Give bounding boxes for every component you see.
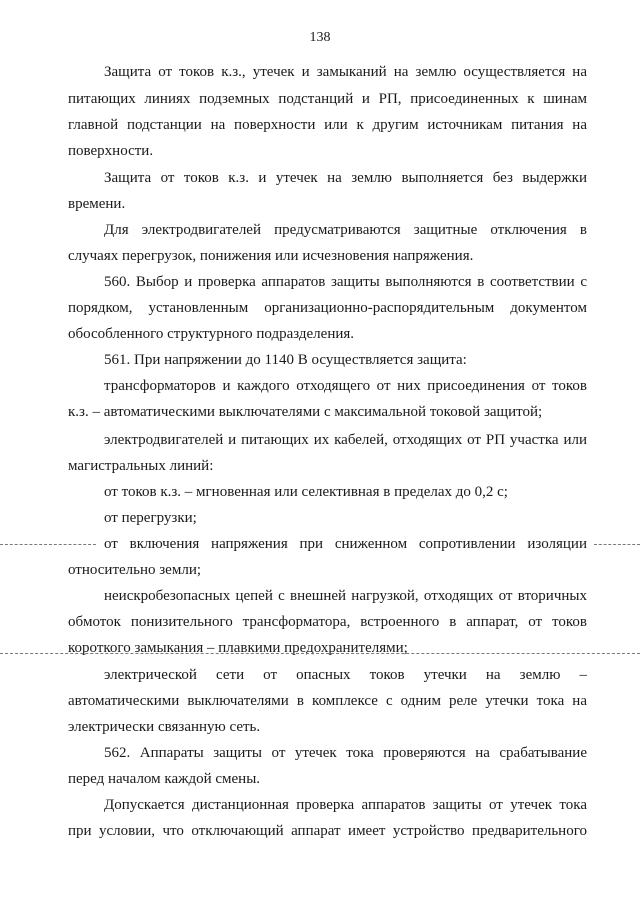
text-line: 561. При напряжении до 1140 В осуществляется защита:: [104, 352, 467, 368]
text-line: автоматическими выключателями в комплексе с одним реле утечки тока на: [68, 693, 587, 709]
scan-dash-line: [0, 544, 96, 545]
text-line: от токов к.з. – мгновенная или селективная в пределах до 0,2 с;: [104, 484, 508, 500]
page-number: 138: [309, 30, 331, 45]
text-line: к.з. – автоматическими выключателями с максимальной токовой защитой;: [68, 404, 543, 420]
text-line: питающих линиях подземных подстанций и РП, присоединенных к шинам: [68, 91, 587, 107]
text-line: поверхности.: [68, 143, 154, 159]
text-line: электрической сети от опасных токов утечки на землю –: [104, 667, 587, 683]
text-line: Защита от токов к.з., утечек и замыканий на землю осуществляется на: [104, 64, 587, 80]
text-line: электродвигателей и питающих их кабелей, отходящих от РП участка или: [104, 432, 587, 448]
text-line: Допускается дистанционная проверка аппаратов защиты от утечек тока: [104, 797, 587, 813]
text-line: от перегрузки;: [104, 510, 197, 526]
text-line: неискробезопасных цепей с внешней нагрузкой, отходящих от вторичных: [104, 588, 587, 604]
text-line: 560. Выбор и проверка аппаратов защиты выполняются в соответствии с: [104, 274, 587, 290]
text-line: времени.: [68, 196, 126, 212]
text-line: электрически связанную сеть.: [68, 719, 261, 735]
text-line: при условии, что отключающий аппарат имеет устройство предварительного: [68, 823, 587, 839]
text-line: относительно земли;: [68, 562, 202, 578]
text-line: 562. Аппараты защиты от утечек тока проверяются на срабатывание: [104, 745, 587, 761]
text-line: короткого замыкания – плавкими предохранителями;: [68, 640, 408, 656]
scan-dash-line: [0, 653, 640, 654]
text-line: трансформаторов и каждого отходящего от них присоединения от токов: [104, 378, 587, 394]
text-line: Для электродвигателей предусматриваются защитные отключения в: [104, 222, 587, 238]
text-line: главной подстанции на поверхности или к другим источникам питания на: [68, 117, 587, 133]
text-line: Защита от токов к.з. и утечек на землю выполняется без выдержки: [104, 170, 587, 186]
text-line: перед началом каждой смены.: [68, 771, 261, 787]
scan-dash-line: [594, 544, 640, 545]
text-line: магистральных линий:: [68, 458, 214, 474]
text-line: обособленного структурного подразделения.: [68, 326, 355, 342]
text-line: случаях перегрузок, понижения или исчезновения напряжения.: [68, 248, 474, 264]
text-line: обмоток понизительного трансформатора, встроенного в аппарат, от токов: [68, 614, 587, 630]
text-line: от включения напряжения при сниженном сопротивлении изоляции: [104, 536, 587, 552]
text-line: порядком, установленным организационно-распорядительным документом: [68, 300, 587, 316]
